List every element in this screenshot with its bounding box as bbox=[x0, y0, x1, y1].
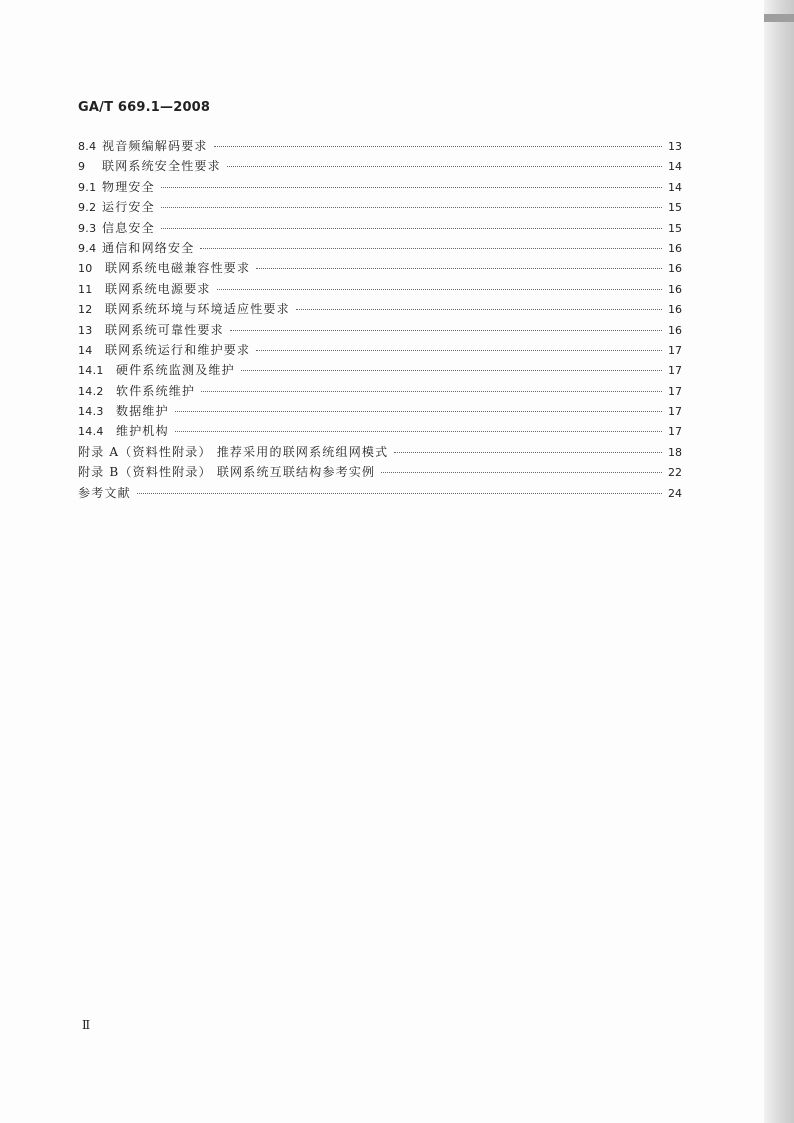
toc-entry-page: 17 bbox=[668, 425, 682, 439]
toc-entry-page: 16 bbox=[668, 262, 682, 276]
toc-entry[interactable] bbox=[78, 401, 682, 421]
page-scan-edge bbox=[764, 0, 794, 1123]
toc-entry[interactable] bbox=[78, 258, 682, 278]
toc-dot-leader bbox=[381, 472, 662, 473]
standard-code-header: GA/T 669.1—2008 bbox=[78, 100, 211, 115]
toc-entry-number: 9.4 bbox=[78, 241, 97, 255]
toc-dot-leader bbox=[161, 207, 662, 208]
toc-entry-number: 14.2 bbox=[78, 384, 104, 398]
toc-entry[interactable] bbox=[78, 299, 682, 319]
toc-entry-page: 24 bbox=[668, 486, 682, 500]
toc-dot-leader bbox=[161, 228, 662, 229]
toc-dot-leader bbox=[214, 146, 662, 147]
toc-entry-title: 信息安全 bbox=[102, 220, 155, 235]
toc-entry-page: 16 bbox=[668, 303, 682, 317]
toc-entry-page: 16 bbox=[668, 282, 682, 296]
toc-entry-title: 视音频编解码要求 bbox=[102, 139, 208, 153]
toc-entry-title: 附录 A（资料性附录） 推荐采用的联网系统组网模式 bbox=[78, 444, 389, 459]
toc-entry-title: 通信和网络安全 bbox=[102, 240, 195, 255]
toc-entry-title: 维护机构 bbox=[116, 424, 169, 439]
toc-entry-number: 12 bbox=[78, 303, 93, 317]
toc-entry-number: 11 bbox=[78, 282, 93, 296]
toc-dot-leader bbox=[230, 330, 662, 331]
toc-entry-appendix-a[interactable] bbox=[78, 442, 682, 462]
toc-entry[interactable] bbox=[78, 320, 682, 340]
toc-entry-page: 17 bbox=[668, 343, 682, 357]
toc-entry-title: 物理安全 bbox=[102, 179, 155, 194]
toc-entry-appendix-b[interactable] bbox=[78, 462, 682, 482]
toc-dot-leader bbox=[394, 452, 662, 453]
toc-entry-number: 14.1 bbox=[78, 364, 104, 378]
toc-entry[interactable] bbox=[78, 177, 682, 197]
toc-dot-leader bbox=[256, 350, 662, 351]
scan-edge-mark bbox=[764, 14, 794, 22]
toc-entry-page: 17 bbox=[668, 384, 682, 398]
toc-dot-leader bbox=[296, 309, 662, 310]
toc-dot-leader bbox=[217, 289, 662, 290]
page-number-roman: Ⅱ bbox=[82, 1018, 91, 1032]
toc-entry-title: 联网系统电源要求 bbox=[105, 281, 211, 296]
toc-entry-title: 联网系统电磁兼容性要求 bbox=[105, 261, 251, 276]
toc-entry-number: 9.2 bbox=[78, 201, 97, 215]
toc-entry[interactable] bbox=[78, 360, 682, 380]
toc-entry-title: 硬件系统监测及维护 bbox=[116, 363, 235, 378]
toc-entry-number: 13 bbox=[78, 323, 93, 337]
toc-entry-page: 17 bbox=[668, 405, 682, 419]
toc-entry-title: 软件系统维护 bbox=[116, 383, 196, 398]
toc-dot-leader bbox=[227, 166, 662, 167]
toc-entry-number: 10 bbox=[78, 262, 93, 276]
toc-dot-leader bbox=[161, 187, 662, 188]
toc-entry-page: 16 bbox=[668, 323, 682, 337]
toc-dot-leader bbox=[175, 431, 662, 432]
toc-dot-leader bbox=[241, 370, 662, 371]
toc-entry[interactable] bbox=[78, 421, 682, 441]
toc-entry-number: 8.4 bbox=[78, 140, 97, 153]
toc-entry-references[interactable] bbox=[78, 483, 682, 503]
toc-entry-number: 14 bbox=[78, 343, 93, 357]
toc-dot-leader bbox=[175, 411, 662, 412]
toc-entry[interactable] bbox=[78, 279, 682, 299]
toc-entry-page: 15 bbox=[668, 221, 682, 235]
toc-entry[interactable] bbox=[78, 136, 682, 156]
toc-entry-number: 9.3 bbox=[78, 221, 97, 235]
toc-entry[interactable] bbox=[78, 156, 682, 176]
toc-entry-title: 联网系统可靠性要求 bbox=[105, 322, 224, 337]
toc-entry-title: 联网系统环境与环境适应性要求 bbox=[105, 302, 290, 317]
toc-entry-page: 13 bbox=[668, 140, 682, 153]
toc-dot-leader bbox=[200, 248, 662, 249]
toc-entry-number: 9.1 bbox=[78, 180, 97, 194]
toc-dot-leader bbox=[256, 268, 662, 269]
toc-entry-title: 运行安全 bbox=[102, 200, 155, 215]
toc-entry-title: 联网系统安全性要求 bbox=[102, 159, 221, 174]
toc-entry-title: 参考文献 bbox=[78, 485, 131, 500]
toc-dot-leader bbox=[201, 391, 662, 392]
toc-entry-page: 17 bbox=[668, 364, 682, 378]
toc-entry[interactable] bbox=[78, 381, 682, 401]
toc-entry-page: 14 bbox=[668, 160, 682, 174]
toc-dot-leader bbox=[137, 493, 662, 494]
toc-entry-number: 9 bbox=[78, 160, 86, 174]
toc-entry[interactable] bbox=[78, 340, 682, 360]
toc-entry-page: 18 bbox=[668, 445, 682, 459]
toc-entry-number: 14.3 bbox=[78, 405, 104, 419]
toc-entry[interactable] bbox=[78, 197, 682, 217]
toc-entry-number: 14.4 bbox=[78, 425, 104, 439]
toc-entry-page: 14 bbox=[668, 180, 682, 194]
toc-entry-page: 22 bbox=[668, 466, 682, 480]
toc-entry-page: 16 bbox=[668, 241, 682, 255]
toc-entry-title: 联网系统运行和维护要求 bbox=[105, 342, 251, 357]
toc-entry-title: 附录 B（资料性附录） 联网系统互联结构参考实例 bbox=[78, 465, 376, 480]
toc-entry[interactable] bbox=[78, 218, 682, 238]
toc-entry-page: 15 bbox=[668, 201, 682, 215]
toc-entry[interactable] bbox=[78, 238, 682, 258]
toc-entry-title: 数据维护 bbox=[116, 404, 169, 419]
table-of-contents bbox=[78, 136, 682, 503]
